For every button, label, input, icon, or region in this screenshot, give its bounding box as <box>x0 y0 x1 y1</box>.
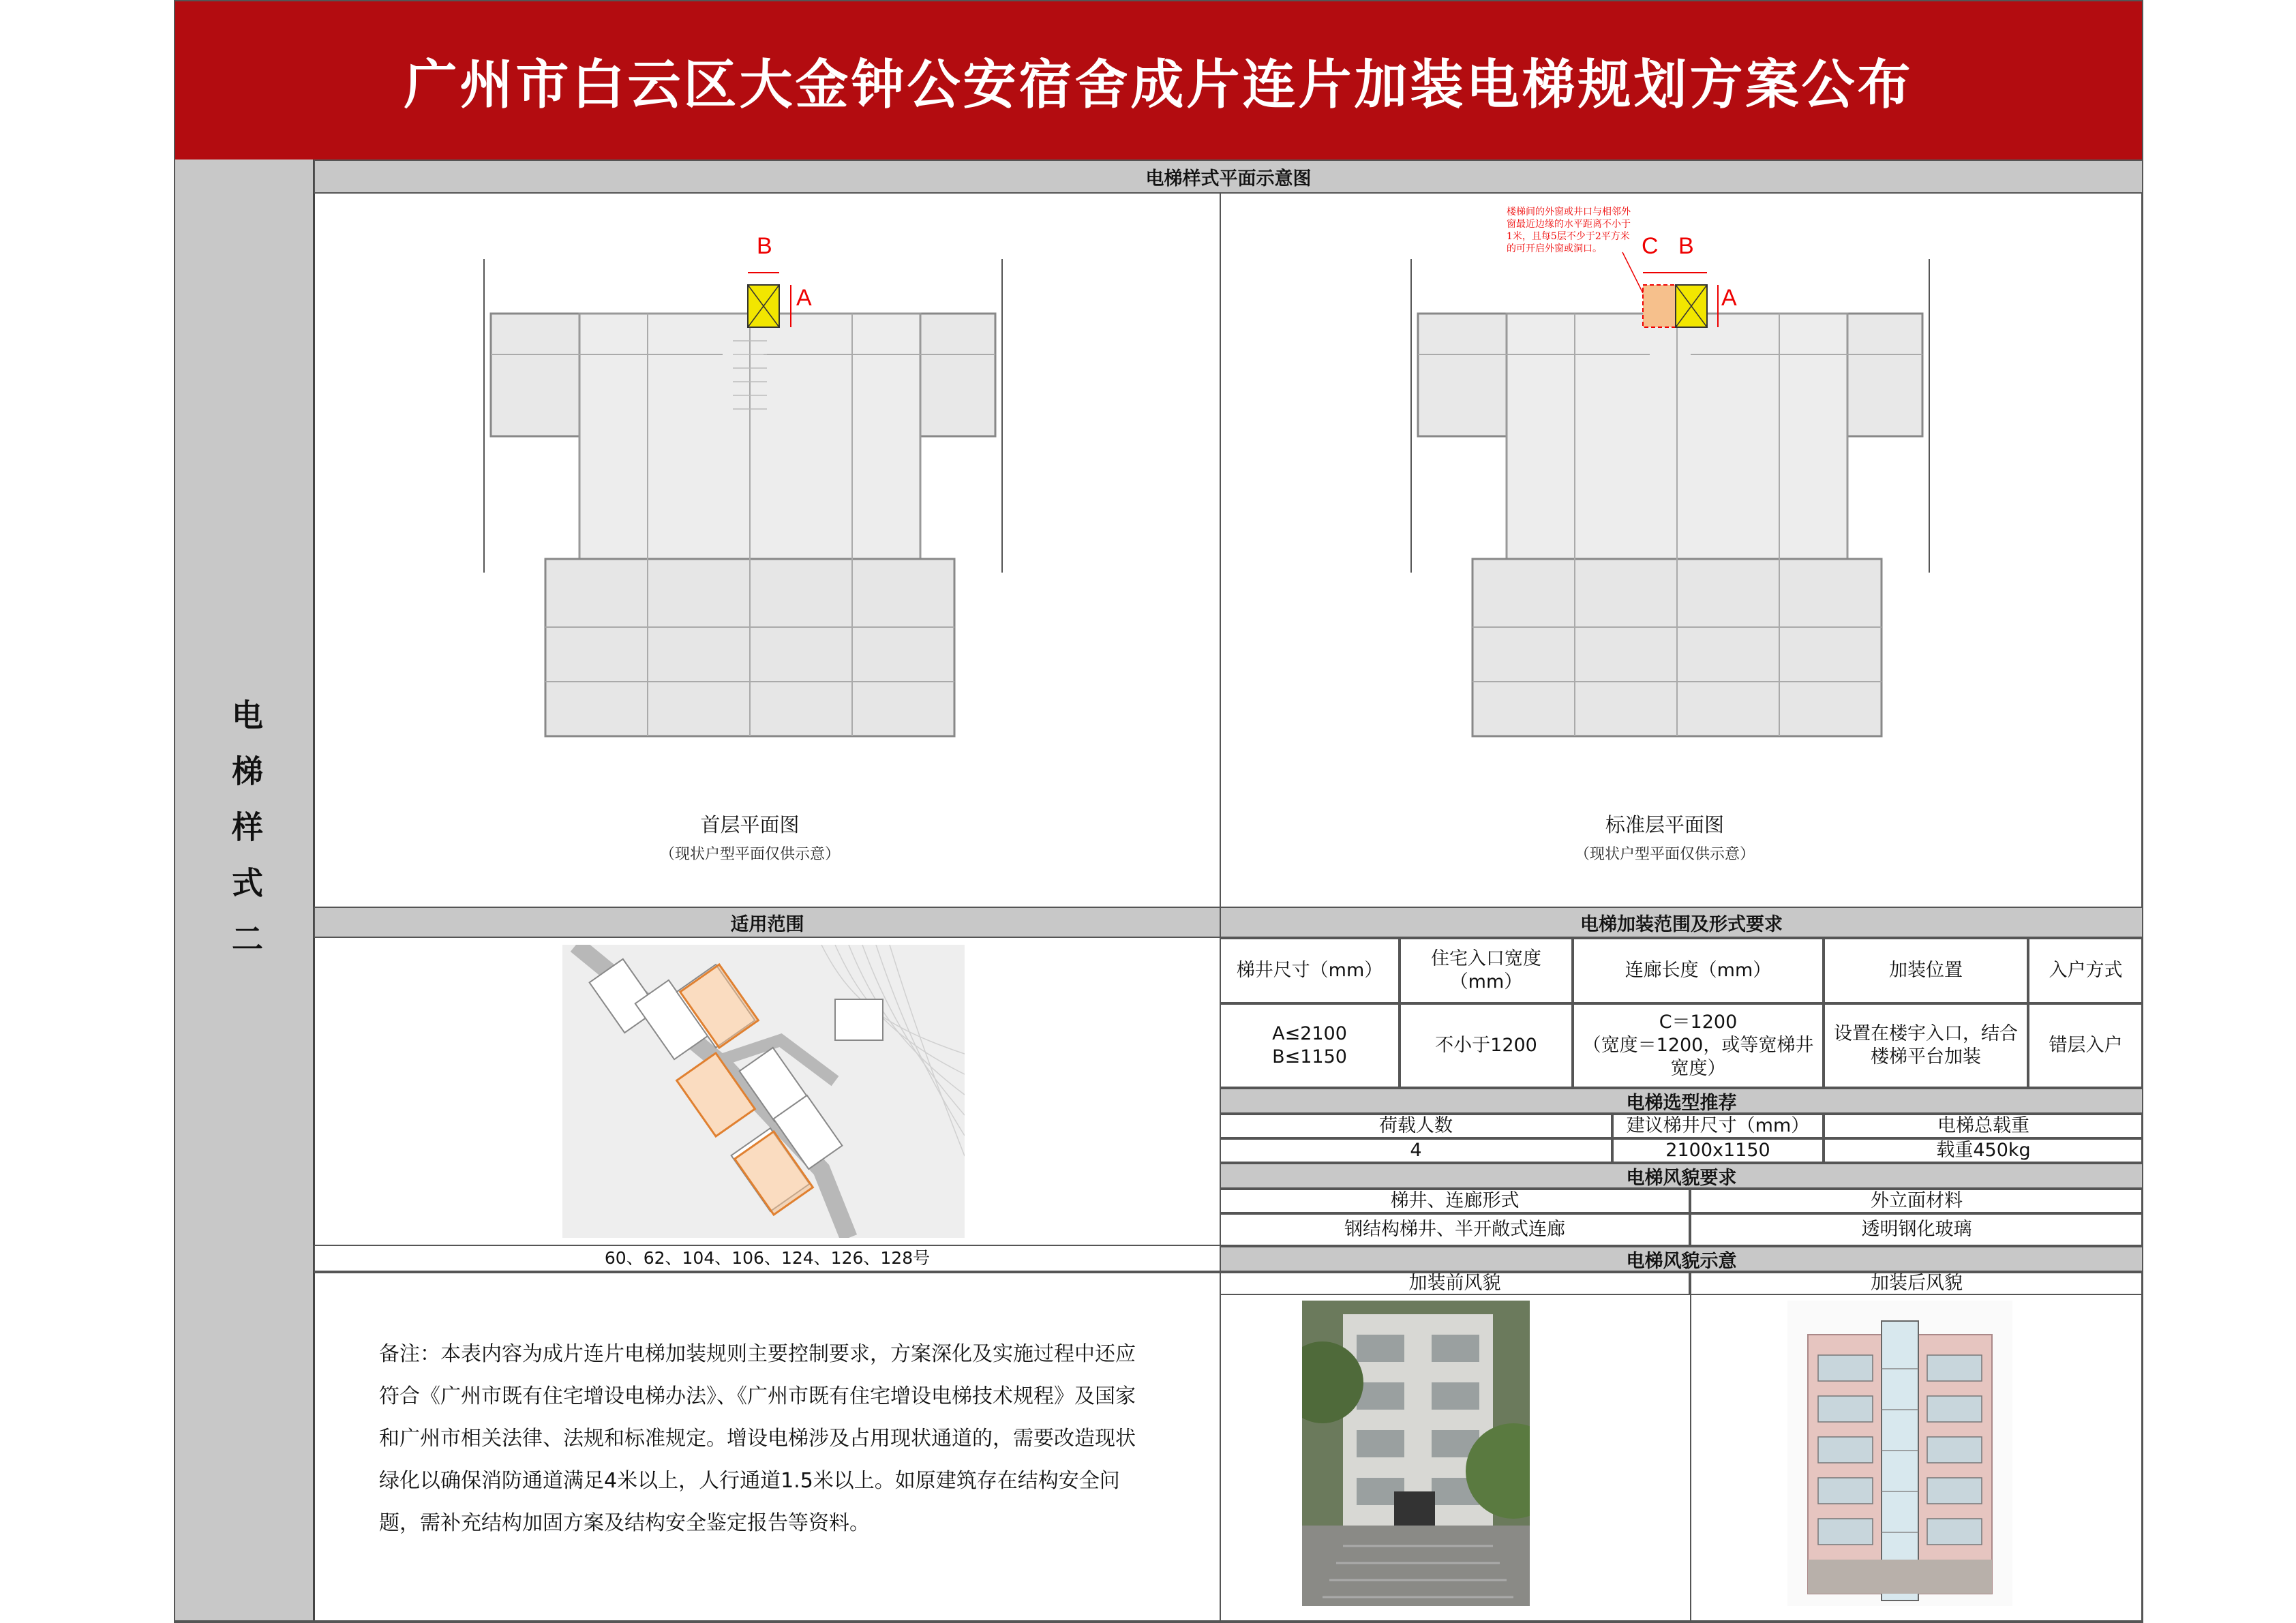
col-corridor-length: 连廊长度（mm） <box>1573 938 1824 1003</box>
selection-header: 电梯选型推荐 <box>1220 1088 2143 1114</box>
col-facade-material: 外立面材料 <box>1690 1189 2143 1213</box>
plan-divider <box>1220 194 1221 907</box>
shaft-b-limit: B≤1150 <box>1272 1046 1347 1067</box>
col-load-persons: 荷载人数 <box>1220 1114 1612 1138</box>
entry-method-value: 错层入户 <box>2028 1003 2143 1088</box>
scope-header: 适用范围 <box>314 907 1221 938</box>
plan-section-header: 电梯样式平面示意图 <box>314 160 2143 194</box>
appearance-header: 电梯风貌要求 <box>1220 1163 2143 1189</box>
shaft-corridor-form-value: 钢结构梯井、半开敞式连廊 <box>1220 1213 1690 1246</box>
photos-header: 电梯风貌示意 <box>1220 1246 2143 1272</box>
col-install-position: 加装位置 <box>1824 938 2028 1003</box>
after-rendering <box>1787 1301 2012 1606</box>
standard-floor-subcaption: （现状户型平面仅供示意） <box>1574 846 1755 863</box>
suggested-shaft-value: 2100x1150 <box>1612 1138 1824 1163</box>
load-persons-value: 4 <box>1220 1138 1612 1163</box>
total-load-value: 载重450kg <box>1824 1138 2143 1163</box>
remark-text: 备注：本表内容为成片连片电梯加装规则主要控制要求，方案深化及实施过程中还应符合《广州市既有住宅增设电梯办法》、《广州市既有住宅增设电梯技术规程》及国家和广州市相关法律、法规和标准规定。增设电梯涉及占用现状通道的，需要改造现状绿化以确保消防通道满足4米以上，人行通道1.5米以上。如原建筑存在结构安全问题，需补充结构加固方案及结构安全鉴定报告等资料。 <box>379 1342 1136 1535</box>
mark-c: C <box>1642 233 1659 259</box>
after-photo-label: 加装后风貌 <box>1690 1272 2143 1295</box>
remark-top-border <box>314 1272 1221 1273</box>
facade-material-value: 透明钢化玻璃 <box>1690 1213 2143 1246</box>
ground-floor-subcaption: （现状户型平面仅供示意） <box>659 846 840 863</box>
col-shaft-size: 梯井尺寸（mm） <box>1220 938 1400 1003</box>
before-photo-label: 加装前风貌 <box>1220 1272 1690 1295</box>
site-map <box>562 945 965 1238</box>
col-entry-method: 入户方式 <box>2028 938 2143 1003</box>
mark-b: B <box>1678 233 1694 259</box>
entrance-width-value: 不小于1200 <box>1400 1003 1573 1088</box>
corridor-length-line2: （宽度＝1200，或等宽梯井宽度） <box>1582 1035 1814 1079</box>
before-photo <box>1302 1301 1530 1606</box>
col-total-load: 电梯总载重 <box>1824 1114 2143 1138</box>
corridor-length-value <box>1573 1003 1824 1088</box>
page-title: 广州市白云区大金钟公安宿舍成片连片加装电梯规划方案公布 <box>175 1 2142 160</box>
corridor-length-line1: C＝1200 <box>1659 1012 1738 1033</box>
standard-floor-caption: 标准层平面图 <box>1605 813 1724 836</box>
ground-floor-caption: 首层平面图 <box>700 813 800 836</box>
col-shaft-corridor-form: 梯井、连廊形式 <box>1220 1189 1690 1213</box>
mark-a: A <box>1721 285 1737 311</box>
col-entrance-width: 住宅入口宽度（mm） <box>1400 938 1573 1003</box>
page-bottom-border <box>174 1620 2143 1622</box>
window-distance-note: 楼梯间的外窗或井口与相邻外窗最近边缘的水平距离不小于1米，且每5层不少于2平方米的可开启外窗或洞口。 <box>1507 207 1631 254</box>
photo-divider <box>1690 1295 1691 1622</box>
mark-b: B <box>757 233 772 259</box>
shaft-a-limit: A≤2100 <box>1272 1023 1347 1045</box>
col-suggested-shaft: 建议梯井尺寸（mm） <box>1612 1114 1824 1138</box>
side-label: 电梯样式二 <box>227 699 264 978</box>
standard-floor-plan <box>1370 232 1984 777</box>
scope-addresses: 60、62、104、106、124、126、128号 <box>314 1245 1221 1272</box>
mark-a: A <box>796 285 812 311</box>
ground-floor-plan <box>443 232 1057 777</box>
requirements-header: 电梯加装范围及形式要求 <box>1220 907 2143 938</box>
shaft-size-value <box>1220 1003 1400 1088</box>
photo-left-border <box>1220 1272 1221 1622</box>
install-position-value: 设置在楼宇入口，结合楼梯平台加装 <box>1824 1003 2028 1088</box>
